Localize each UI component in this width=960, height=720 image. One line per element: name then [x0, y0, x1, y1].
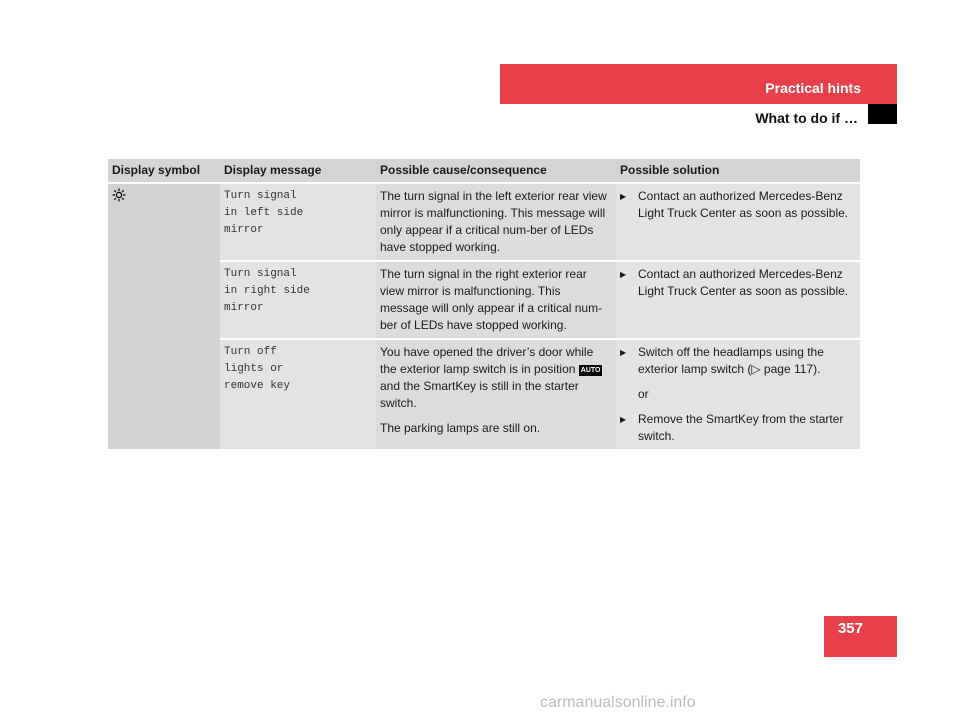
- col-header: Possible cause/consequence: [376, 159, 616, 184]
- table-row: [108, 340, 860, 451]
- solution-cell: [616, 340, 860, 451]
- page-number: 357: [837, 620, 863, 637]
- cause-text: The turn signal in the right exterior rear view mirror is malfunctioning. This message will only appear if a critical num-ber of LEDs have stopped working.: [376, 262, 616, 340]
- solution-item: ▶ Switch off the headlamps using the exterior lamp switch (▷ page 117).: [620, 344, 856, 378]
- solution-item: ▶ Contact an authorized Mercedes-Benz Light Truck Center as soon as possible.: [620, 266, 856, 300]
- page-subtitle: What to do if …: [755, 110, 858, 126]
- section-tab: [868, 104, 897, 124]
- solution-item: ▶ Contact an authorized Mercedes-Benz Light Truck Center as soon as possible.: [620, 188, 856, 222]
- footer-watermark: carmanualsonline.info: [540, 694, 696, 711]
- solution-or: or: [638, 387, 649, 401]
- solution-item: ▶ Remove the SmartKey from the starter switch.: [620, 411, 856, 445]
- display-message: Turn off lights or remove key: [220, 340, 376, 451]
- col-header: Display symbol: [108, 159, 220, 184]
- cause-text: You have opened the driver’s door while the exterior lamp switch is in position AUTO and the SmartKey is still in the starter switch.: [380, 345, 601, 410]
- display-symbol-cell: [108, 184, 220, 451]
- header-bar: [500, 64, 897, 104]
- solution-cell: [616, 262, 860, 340]
- auto-position-icon: AUTO: [580, 367, 601, 374]
- cause-note: The parking lamps are still on.: [380, 421, 541, 435]
- solution-cell: [616, 184, 860, 262]
- section-title: Practical hints: [765, 80, 861, 96]
- table-row: [108, 262, 860, 340]
- col-header: Possible solution: [616, 159, 860, 184]
- turn-signal-lamp-icon: [112, 188, 126, 202]
- col-header: Display message: [220, 159, 376, 184]
- display-messages-table: [108, 159, 860, 451]
- display-message: Turn signal in left side mirror: [220, 184, 376, 262]
- page-number-box: [824, 616, 897, 657]
- display-message: Turn signal in right side mirror: [220, 262, 376, 340]
- table-row: [108, 184, 860, 262]
- cause-cell: [376, 340, 616, 451]
- table-header-row: [108, 159, 860, 184]
- cause-text: The turn signal in the left exterior rear view mirror is malfunctioning. This message will only appear if a critical num-ber of LEDs have stopped working.: [376, 184, 616, 262]
